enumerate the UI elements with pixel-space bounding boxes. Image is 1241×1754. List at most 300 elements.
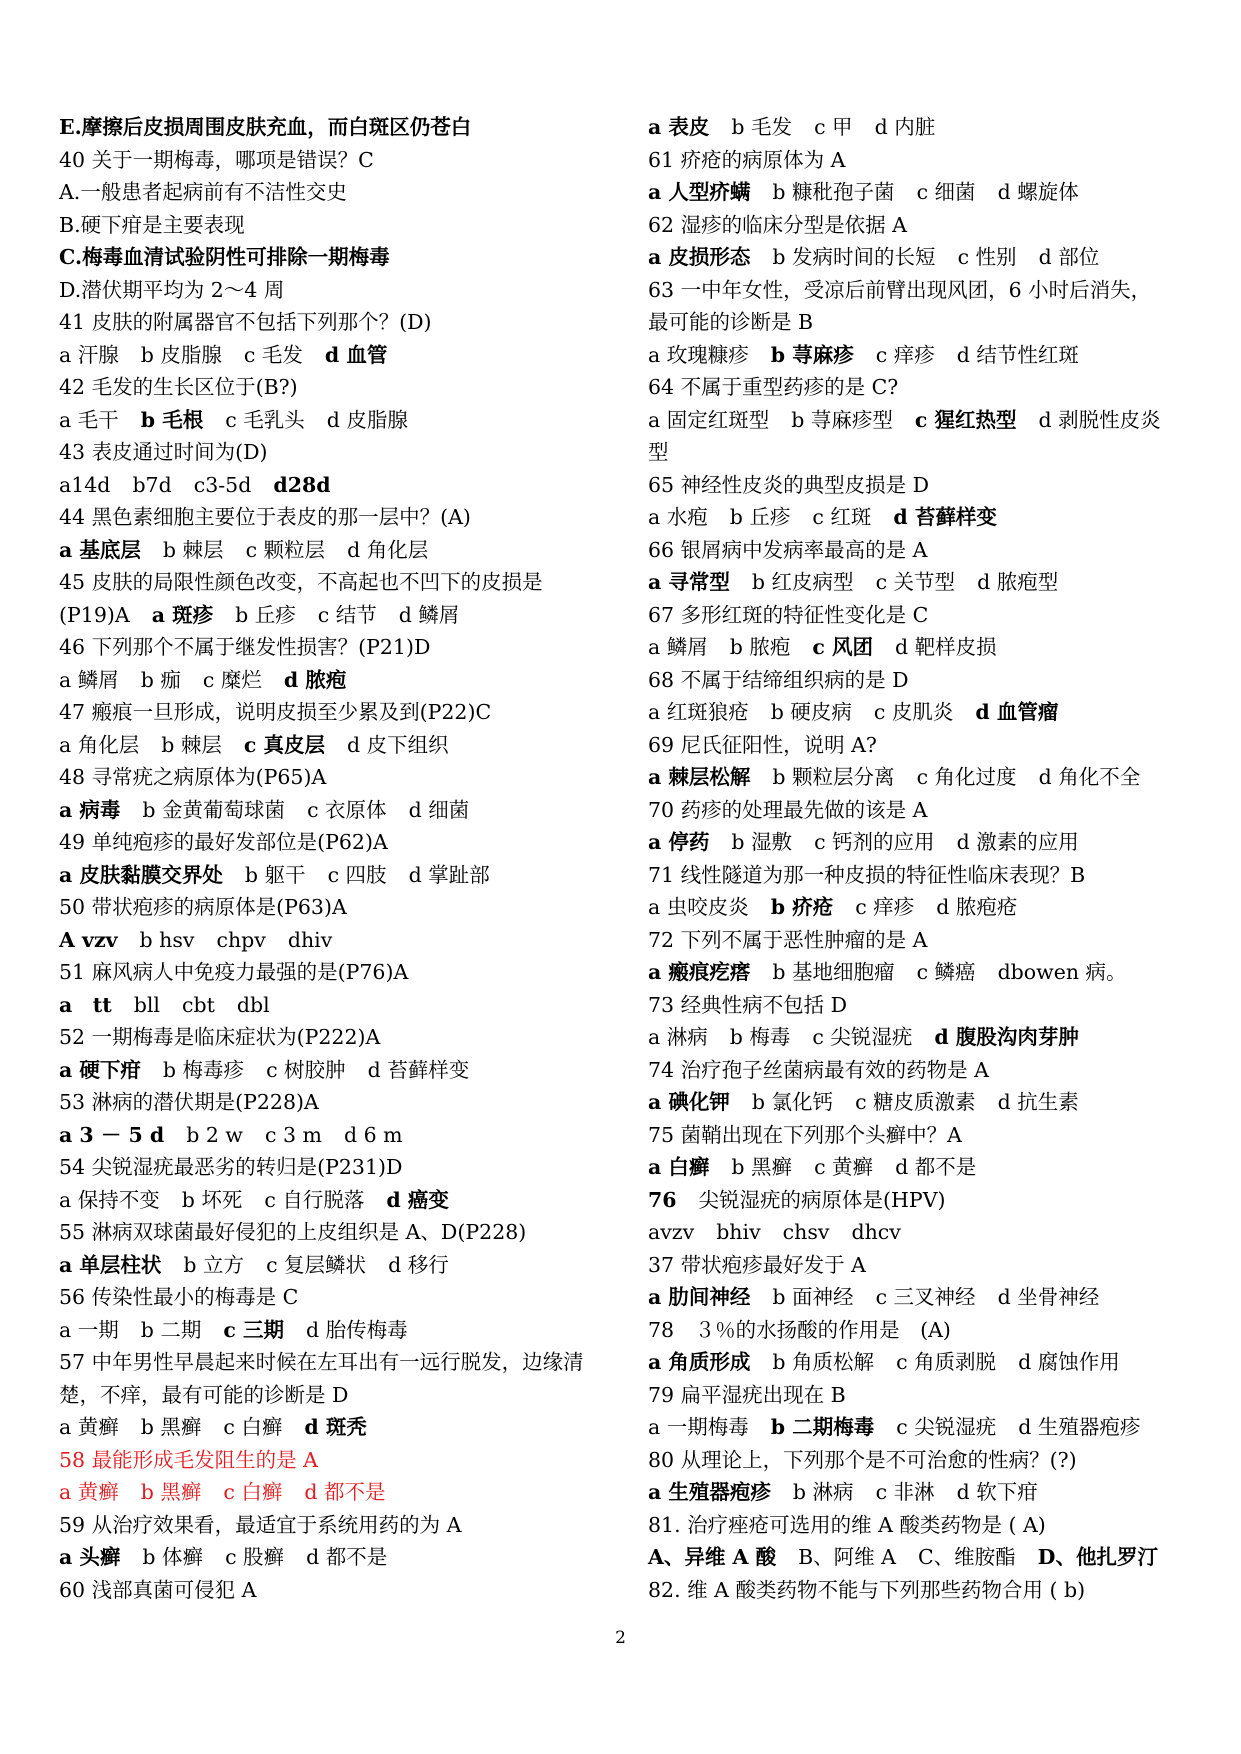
- text-line: [59, 631, 619, 664]
- text-segment: a 棘层松解: [648, 765, 751, 789]
- text-segment: 66 银屑病中发病率最高的是 A: [648, 537, 928, 562]
- text-segment: c 角质剥脱: [896, 1350, 997, 1374]
- text-segment: c 三期: [223, 1317, 285, 1342]
- text-segment: a 生殖器疱疹: [648, 1480, 771, 1504]
- text-line: [59, 826, 619, 859]
- text-segment: c 三叉神经: [875, 1285, 976, 1309]
- left-column: [59, 111, 619, 1606]
- text-line: [648, 1411, 1208, 1444]
- text-segment: a 鳞屑: [59, 667, 119, 692]
- text-segment: a 鳞屑: [648, 635, 708, 659]
- text-segment: chsv: [782, 1220, 830, 1244]
- text-segment: c 3 m: [264, 1122, 322, 1147]
- text-segment: c 痒疹: [875, 342, 935, 367]
- text-segment: bll: [133, 992, 160, 1017]
- text-segment: b 二期梅毒: [770, 1415, 875, 1439]
- text-segment: b 荨麻疹型: [791, 407, 893, 432]
- text-segment: c 红斑: [812, 505, 872, 529]
- text-segment: 72 下列不属于恶性肿瘤的是 A: [648, 927, 928, 952]
- text-line: [648, 1054, 1208, 1087]
- text-line: [648, 209, 1208, 242]
- text-segment: 73 经典性病不包括 D: [648, 992, 848, 1017]
- text-segment: b 淋病: [792, 1480, 854, 1504]
- text-segment: 60 浅部真菌可侵犯 A: [59, 1577, 257, 1602]
- text-line: [648, 1346, 1208, 1379]
- text-line: [648, 631, 1208, 664]
- text-line: [648, 339, 1208, 372]
- text-segment: d 腐蚀作用: [1018, 1350, 1120, 1374]
- text-line: [648, 1216, 1208, 1249]
- text-segment: c 毛发: [243, 342, 303, 367]
- text-segment: a 斑疹: [151, 602, 214, 627]
- text-line: [59, 1346, 619, 1379]
- text-segment: d 软下疳: [956, 1480, 1038, 1504]
- text-segment: C、维胺酯: [917, 1545, 1016, 1569]
- text-line: [648, 1476, 1208, 1509]
- text-line: [648, 436, 1208, 469]
- text-line: [648, 534, 1208, 567]
- text-line: [648, 111, 1208, 144]
- text-segment: 48 寻常疣之病原体为(P65)A: [59, 765, 327, 789]
- text-line: [648, 1021, 1208, 1054]
- text-line: [648, 794, 1208, 827]
- text-line: [648, 404, 1208, 437]
- text-line: [59, 1476, 619, 1509]
- text-line: [59, 1509, 619, 1542]
- text-segment: 82. 维 A 酸类药物不能与下列那些药物合用 ( b): [648, 1577, 1086, 1602]
- text-segment: c3-5d: [193, 472, 252, 497]
- text-segment: d 螺旋体: [997, 180, 1079, 204]
- text-segment: 64 不属于重型药疹的是 C?: [648, 375, 899, 399]
- text-line: [59, 176, 619, 209]
- text-segment: c 风团: [812, 635, 874, 659]
- text-segment: a 表皮: [648, 115, 710, 139]
- text-line: [59, 1216, 619, 1249]
- text-segment: 61 疥疮的病原体为 A: [648, 147, 846, 172]
- text-line: [648, 176, 1208, 209]
- text-segment: b 立方: [183, 1252, 245, 1277]
- text-line: [59, 501, 619, 534]
- text-segment: d 苔藓样变: [367, 1057, 470, 1082]
- text-line: [648, 501, 1208, 534]
- text-line: [59, 371, 619, 404]
- text-segment: c 痒疹: [855, 895, 915, 919]
- text-line: [648, 1184, 1208, 1217]
- text-segment: c 猩红热型: [914, 407, 1017, 432]
- text-segment: 71 线性隧道为那一种皮损的特征性临床表现？B: [648, 862, 1086, 887]
- text-line: [648, 696, 1208, 729]
- text-line: [59, 566, 619, 599]
- text-segment: b 棘层: [162, 537, 224, 562]
- text-segment: E.摩擦后皮损周围皮肤充血，而白斑区仍苍白: [59, 115, 472, 139]
- text-segment: a 一期: [59, 1317, 119, 1342]
- text-segment: d 胎传梅毒: [306, 1317, 408, 1342]
- text-segment: d 血管: [324, 342, 388, 367]
- text-segment: d 都不是: [895, 1155, 977, 1179]
- text-line: [648, 729, 1208, 762]
- text-segment: 52 一期梅毒是临床症状为(P222)A: [59, 1025, 381, 1049]
- text-line: [59, 469, 619, 502]
- text-line: [59, 436, 619, 469]
- text-segment: c 细菌: [916, 180, 976, 204]
- text-line: [59, 241, 619, 274]
- text-segment: b 红皮病型: [751, 570, 854, 594]
- text-segment: b 毛发: [731, 115, 793, 139]
- text-segment: a 黄癣: [59, 1415, 119, 1439]
- text-segment: d 部位: [1038, 245, 1100, 269]
- text-line: [59, 664, 619, 697]
- text-segment: C.梅毒血清试验阴性可排除一期梅毒: [59, 245, 390, 269]
- text-segment: d 都不是: [306, 1545, 388, 1569]
- text-segment: b7d: [132, 472, 172, 497]
- text-segment: b 丘疹: [235, 602, 296, 627]
- text-segment: c 鳞癌: [916, 960, 976, 984]
- text-segment: b 2 w: [186, 1122, 243, 1147]
- text-segment: c 非淋: [875, 1480, 935, 1504]
- text-segment: a 碘化钾: [648, 1090, 730, 1114]
- text-segment: dhcv: [851, 1220, 901, 1244]
- text-segment: 40 关于一期梅毒，哪项是错误？C: [59, 147, 374, 172]
- text-segment: a 基底层: [59, 537, 141, 562]
- text-segment: c 白癣: [223, 1415, 283, 1439]
- text-segment: d 细菌: [408, 797, 470, 822]
- text-segment: 45 皮肤的局限性颜色改变，不高起也不凹下的皮损是: [59, 570, 543, 594]
- text-segment: d 血管瘤: [975, 700, 1059, 724]
- text-line: [648, 1541, 1208, 1574]
- text-segment: d 皮脂腺: [326, 407, 408, 432]
- text-segment: d 生殖器疱疹: [1018, 1415, 1141, 1439]
- text-segment: dbowen 病。: [997, 960, 1127, 984]
- text-segment: 53 淋病的潜伏期是(P228)A: [59, 1090, 319, 1114]
- text-segment: avzv: [648, 1220, 695, 1244]
- text-segment: d 抗生素: [997, 1090, 1079, 1114]
- text-segment: a 固定红斑型: [648, 407, 770, 432]
- text-segment: a 3 － 5 d: [59, 1122, 165, 1147]
- text-segment: d 激素的应用: [956, 830, 1079, 854]
- text-line: [59, 1119, 619, 1152]
- text-segment: d 角化不全: [1038, 765, 1141, 789]
- text-segment: 尖锐湿疣的病原体是(HPV): [698, 1187, 946, 1212]
- text-segment: c 甲: [814, 115, 853, 139]
- text-segment: a 白癣: [648, 1155, 710, 1179]
- text-line: [59, 924, 619, 957]
- text-segment: a 保持不变: [59, 1187, 160, 1212]
- text-line: [648, 306, 1208, 339]
- text-line: [59, 1574, 619, 1607]
- text-line: [648, 241, 1208, 274]
- text-segment: b 体癣: [142, 1545, 204, 1569]
- text-segment: d 苔藓样变: [893, 505, 997, 529]
- text-segment: d 脓疱疮: [936, 895, 1018, 919]
- text-segment: c 钙剂的应用: [814, 830, 935, 854]
- text-segment: 50 带状疱疹的病原体是(P63)A: [59, 895, 347, 919]
- text-segment: a tt: [59, 992, 112, 1017]
- text-segment: dbl: [236, 992, 270, 1017]
- text-line: [59, 696, 619, 729]
- text-segment: 41 皮肤的附属器官不包括下列那个？(D): [59, 310, 432, 334]
- text-segment: 76: [648, 1187, 677, 1212]
- text-segment: a 角质形成: [648, 1350, 751, 1374]
- text-segment: a 汗腺: [59, 342, 119, 367]
- text-segment: B.硬下疳是主要表现: [59, 212, 245, 237]
- text-segment: 楚，不痒，最有可能的诊断是 D: [59, 1382, 349, 1407]
- text-segment: d 皮下组织: [347, 732, 449, 757]
- text-segment: a 水疱: [648, 505, 708, 529]
- text-segment: 67 多形红斑的特征性变化是 C: [648, 602, 929, 627]
- text-segment: 51 麻风病人中免疫力最强的是(P76)A: [59, 960, 409, 984]
- text-segment: bhiv: [716, 1220, 761, 1244]
- text-line: [59, 306, 619, 339]
- text-segment: d 6 m: [343, 1122, 403, 1147]
- text-segment: a14d: [59, 472, 111, 497]
- text-segment: d 靶样皮损: [895, 635, 997, 659]
- text-line: [648, 989, 1208, 1022]
- text-segment: a 淋病: [648, 1025, 708, 1049]
- text-segment: b 湿敷: [731, 830, 793, 854]
- text-segment: A、异维 A 酸: [648, 1545, 777, 1569]
- text-segment: d 掌趾部: [408, 862, 490, 887]
- text-segment: 65 神经性皮炎的典型皮损是 D: [648, 472, 930, 497]
- text-segment: b 毛根: [140, 407, 204, 432]
- text-segment: c 衣原体: [307, 797, 387, 822]
- text-line: [648, 599, 1208, 632]
- text-segment: A.一般患者起病前有不洁性交史: [59, 180, 347, 204]
- text-segment: d 腹股沟肉芽肿: [934, 1025, 1079, 1049]
- text-line: [59, 761, 619, 794]
- text-segment: a 毛干: [59, 407, 119, 432]
- text-line: [59, 1314, 619, 1347]
- text-line: [59, 1151, 619, 1184]
- text-segment: 57 中年男性早晨起来时候在左耳出有一远行脱发，边缘清: [59, 1350, 584, 1374]
- text-segment: b 棘层: [161, 732, 222, 757]
- text-segment: c 性别: [957, 245, 1017, 269]
- text-segment: d 内脏: [874, 115, 936, 139]
- text-segment: c 糖皮质激素: [855, 1090, 976, 1114]
- text-segment: b 基地细胞瘤: [772, 960, 895, 984]
- text-segment: a 一期梅毒: [648, 1415, 749, 1439]
- text-line: [59, 891, 619, 924]
- text-line: [59, 1054, 619, 1087]
- text-segment: a 单层柱状: [59, 1252, 162, 1277]
- text-line: [59, 1249, 619, 1282]
- text-segment: a 瘢痕疙瘩: [648, 960, 751, 984]
- text-line: [59, 989, 619, 1022]
- text-segment: b 梅毒: [729, 1025, 791, 1049]
- text-line: [59, 144, 619, 177]
- text-segment: d 结节性红斑: [956, 342, 1079, 367]
- text-segment: b 坏死: [181, 1187, 243, 1212]
- text-segment: 最可能的诊断是 B: [648, 310, 814, 334]
- text-segment: b 发病时间的长短: [772, 245, 936, 269]
- text-segment: b 硬皮病: [770, 700, 852, 724]
- text-segment: c 树胶肿: [266, 1057, 346, 1082]
- text-segment: b 糠秕孢子菌: [772, 180, 895, 204]
- text-segment: b 黑癣: [731, 1155, 793, 1179]
- text-line: [59, 111, 619, 144]
- text-segment: 62 湿疹的临床分型是依据 A: [648, 212, 907, 237]
- text-line: [59, 1444, 619, 1477]
- text-segment: cbt: [181, 992, 215, 1017]
- text-line: [648, 1119, 1208, 1152]
- text-segment: chpv: [216, 927, 266, 952]
- text-segment: a 皮损形态: [648, 245, 751, 269]
- text-line: [648, 144, 1208, 177]
- text-line: [59, 339, 619, 372]
- text-line: [648, 371, 1208, 404]
- text-segment: a 黄癣: [59, 1480, 119, 1504]
- text-segment: d28d: [273, 472, 331, 497]
- text-segment: c 黄癣: [814, 1155, 874, 1179]
- text-segment: b 黑癣: [140, 1415, 202, 1439]
- text-segment: B、阿维 A: [798, 1545, 896, 1569]
- text-segment: 80 从理论上，下列那个是不可治愈的性病？(?): [648, 1447, 1077, 1472]
- text-segment: a 停药: [648, 830, 710, 854]
- text-line: [59, 1379, 619, 1412]
- text-line: [648, 859, 1208, 892]
- text-segment: 49 单纯疱疹的最好发部位是(P62)A: [59, 830, 388, 854]
- text-line: [648, 1574, 1208, 1607]
- text-segment: D.潜伏期平均为 2～4 周: [59, 277, 285, 302]
- text-segment: dhiv: [287, 927, 333, 952]
- text-segment: c 结节: [317, 602, 377, 627]
- text-line: [59, 1086, 619, 1119]
- text-line: [648, 826, 1208, 859]
- text-segment: b 面神经: [772, 1285, 854, 1309]
- text-segment: a 皮肤黏膜交界处: [59, 862, 223, 887]
- text-segment: a 寻常型: [648, 570, 730, 594]
- text-segment: b 角质松解: [772, 1350, 875, 1374]
- text-segment: 55 淋病双球菌最好侵犯的上皮组织是 A、D(P228): [59, 1220, 527, 1244]
- text-line: [648, 469, 1208, 502]
- text-segment: (P19)A: [59, 602, 130, 627]
- text-segment: A vzv: [59, 927, 118, 952]
- text-segment: d 癌变: [386, 1187, 449, 1212]
- text-segment: 44 黑色素细胞主要位于表皮的那一层中？(A): [59, 505, 471, 529]
- text-segment: c 尖锐湿疣: [896, 1415, 997, 1439]
- text-segment: b 颗粒层分离: [772, 765, 895, 789]
- text-segment: d 剥脱性皮炎: [1038, 407, 1161, 432]
- text-segment: d 角化层: [347, 537, 429, 562]
- text-segment: c 关节型: [875, 570, 956, 594]
- text-line: [648, 274, 1208, 307]
- text-segment: c 复层鳞状: [266, 1252, 367, 1277]
- text-line: [648, 566, 1208, 599]
- text-segment: 81. 治疗痤疮可选用的维 A 酸类药物是 ( A): [648, 1512, 1046, 1537]
- text-segment: b 躯干: [244, 862, 306, 887]
- text-segment: c 股癣: [225, 1545, 285, 1569]
- page-number: 2: [615, 1628, 626, 1648]
- text-line: [648, 891, 1208, 924]
- right-column: [648, 111, 1208, 1606]
- text-segment: b 氯化钙: [751, 1090, 834, 1114]
- text-segment: 78 ３％的水扬酸的作用是 (A): [648, 1317, 951, 1342]
- text-line: [648, 761, 1208, 794]
- text-segment: a 肋间神经: [648, 1285, 751, 1309]
- text-segment: c 四肢: [327, 862, 387, 887]
- text-line: [648, 956, 1208, 989]
- text-segment: a 玫瑰糠疹: [648, 342, 749, 367]
- text-segment: b 皮脂腺: [140, 342, 222, 367]
- text-line: [648, 1444, 1208, 1477]
- text-segment: d 移行: [388, 1252, 449, 1277]
- text-segment: a 虫咬皮炎: [648, 895, 749, 919]
- text-segment: 68 不属于结缔组织病的是 D: [648, 667, 909, 692]
- text-segment: b 二期: [140, 1317, 202, 1342]
- text-segment: 47 瘢痕一旦形成，说明皮损至少累及到(P22)C: [59, 700, 492, 724]
- text-segment: c 真皮层: [243, 732, 326, 757]
- text-segment: 54 尖锐湿疣最恶劣的转归是(P231)D: [59, 1155, 403, 1179]
- text-segment: a 硬下疳: [59, 1057, 141, 1082]
- text-line: [59, 534, 619, 567]
- text-segment: 63 一中年女性，受凉后前臂出现风团，6 小时后消失，: [648, 277, 1152, 302]
- text-line: [648, 1249, 1208, 1282]
- text-segment: 37 带状疱疹最好发于 A: [648, 1252, 866, 1277]
- text-line: [59, 729, 619, 762]
- text-line: [59, 794, 619, 827]
- text-line: [59, 1541, 619, 1574]
- text-segment: d 鳞屑: [398, 602, 460, 627]
- text-segment: 43 表皮通过时间为(D): [59, 440, 268, 464]
- text-segment: 56 传染性最小的梅毒是 C: [59, 1285, 299, 1309]
- text-line: [59, 209, 619, 242]
- text-segment: 型: [648, 440, 669, 464]
- text-segment: b 梅毒疹: [162, 1057, 245, 1082]
- text-line: [648, 1151, 1208, 1184]
- text-line: [648, 1281, 1208, 1314]
- text-segment: 46 下列那个不属于继发性损害？(P21)D: [59, 635, 431, 659]
- text-segment: a 角化层: [59, 732, 140, 757]
- text-segment: a 红斑狼疮: [648, 700, 749, 724]
- text-line: [648, 664, 1208, 697]
- text-segment: c 角化过度: [916, 765, 1017, 789]
- text-segment: 75 菌鞘出现在下列那个头癣中？A: [648, 1122, 962, 1147]
- text-line: [59, 1281, 619, 1314]
- text-line: [648, 1379, 1208, 1412]
- text-segment: 58 最能形成毛发阻生的是 A: [59, 1447, 318, 1472]
- text-line: [59, 274, 619, 307]
- text-line: [59, 1184, 619, 1217]
- text-segment: d 斑秃: [304, 1415, 367, 1439]
- text-segment: c 自行脱落: [264, 1187, 365, 1212]
- text-line: [59, 404, 619, 437]
- text-line: [59, 859, 619, 892]
- text-segment: d 脓疱: [283, 667, 347, 692]
- text-segment: b hsv: [139, 927, 195, 952]
- text-segment: c 白癣: [223, 1480, 283, 1504]
- text-line: [648, 1314, 1208, 1347]
- text-segment: d 都不是: [304, 1480, 386, 1504]
- text-line: [648, 1509, 1208, 1542]
- text-segment: a 人型疥螨: [648, 180, 751, 204]
- text-segment: c 颗粒层: [245, 537, 326, 562]
- text-segment: a 头癣: [59, 1545, 121, 1569]
- text-segment: b 疥疮: [770, 895, 834, 919]
- text-segment: 70 药疹的处理最先做的该是 A: [648, 797, 928, 822]
- text-segment: c 毛乳头: [225, 407, 305, 432]
- text-line: [648, 1086, 1208, 1119]
- text-segment: c 尖锐湿疣: [812, 1025, 913, 1049]
- text-line: [59, 956, 619, 989]
- text-segment: a 病毒: [59, 797, 121, 822]
- text-segment: b 脓疱: [729, 635, 791, 659]
- text-segment: b 丘疹: [729, 505, 791, 529]
- text-line: [59, 599, 619, 632]
- text-segment: b 荨麻疹: [770, 342, 854, 367]
- text-segment: b 黑癣: [140, 1480, 202, 1504]
- text-segment: b 金黄葡萄球菌: [142, 797, 286, 822]
- text-line: [59, 1411, 619, 1444]
- text-line: [648, 924, 1208, 957]
